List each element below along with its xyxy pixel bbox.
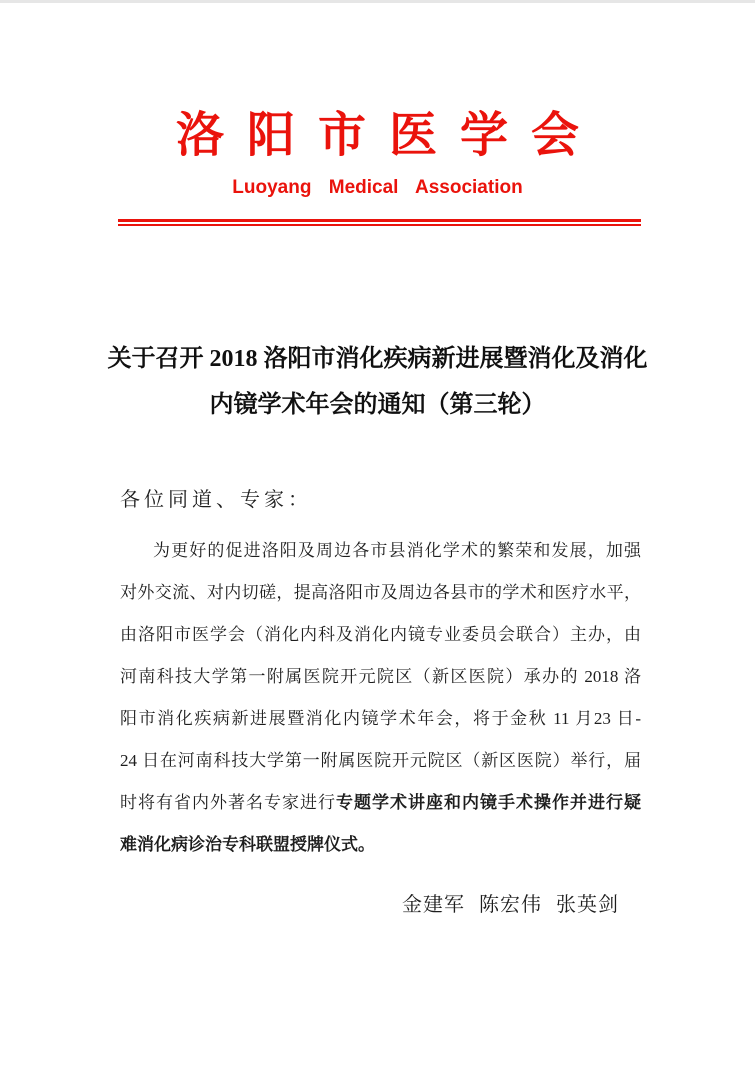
paragraph-line [120, 530, 641, 572]
paragraph-line [120, 656, 641, 698]
letterhead-divider [118, 219, 641, 226]
paragraph-line [120, 698, 641, 740]
body-paragraph [120, 530, 641, 866]
paragraph-line [120, 740, 641, 782]
paragraph-bold-text: 难消化病诊治专科联盟授牌仪式。 [120, 835, 375, 854]
paragraph-text: 由洛阳市医学会（消化内科及消化内镜专业委员会联合）主办，由 [120, 625, 641, 644]
paragraph-line [120, 614, 641, 656]
org-name-english: Luoyang Medical Association [232, 177, 523, 198]
paragraph-line [120, 782, 641, 824]
paragraph-text: 对外交流、对内切磋，提高洛阳市及周边各县市的学术和医疗水平， [120, 583, 641, 602]
paragraph-text: 河南科技大学第一附属医院开元院区（新区医院）承办的 2018 洛 [120, 667, 641, 686]
paragraph-text: 24 日在河南科技大学第一附属医院开元院区（新区医院）举行，届 [120, 751, 641, 770]
paragraph-line [120, 824, 641, 866]
org-name-chinese: 洛阳市医学会 [175, 109, 602, 162]
notice-title [97, 336, 658, 428]
notice-title-line1: 关于召开 2018 洛阳市消化疾病新进展暨消化及消化 [107, 346, 648, 372]
salutation: 各位同道、专家： [120, 489, 312, 511]
paragraph-line [120, 572, 641, 614]
paragraph-text: 为更好的促进洛阳及周边各市县消化学术的繁荣和发展，加强 [153, 541, 641, 560]
signature-names: 金建军 陈宏伟 张英剑 [402, 894, 619, 916]
scan-top-edge [0, 0, 755, 3]
paragraph-text: 时将有省内外著名专家进行 [120, 793, 336, 812]
divider-thick-line [118, 219, 641, 222]
divider-thin-line [118, 224, 641, 226]
paragraph-bold-text: 专题学术讲座和内镜手术操作并进行疑 [336, 793, 641, 812]
notice-title-line2: 内镜学术年会的通知（第三轮） [209, 392, 546, 418]
paragraph-text: 阳市消化疾病新进展暨消化内镜学术年会，将于金秋 11 月23 日- [120, 709, 641, 728]
